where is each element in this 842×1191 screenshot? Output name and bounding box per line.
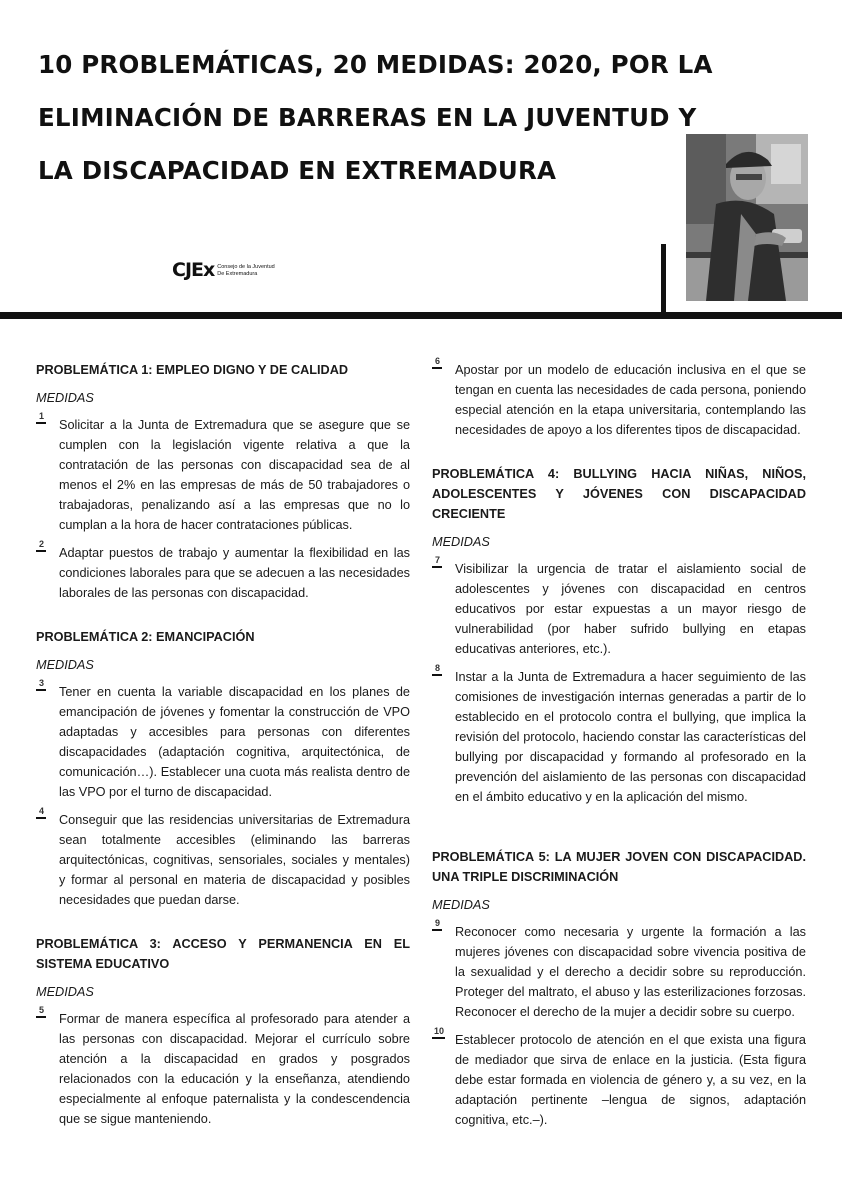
measure-item — [432, 356, 806, 440]
section-heading: PROBLEMÁTICA 1: EMPLEO DIGNO Y DE CALIDAD — [36, 363, 349, 377]
cjex-logo — [172, 250, 275, 280]
measure-number: 6 — [432, 356, 442, 369]
measure-item — [36, 678, 410, 802]
page-title — [38, 38, 728, 197]
right-column — [432, 356, 806, 1138]
medidas-label: MEDIDAS — [432, 898, 490, 912]
measure-item — [432, 663, 806, 807]
spacer — [432, 448, 806, 464]
measure-number: 10 — [432, 1026, 445, 1039]
measure-item — [36, 539, 410, 603]
measure-number: 5 — [36, 1005, 46, 1018]
spacer — [36, 918, 410, 934]
header-divider — [0, 312, 842, 319]
measure-number: 2 — [36, 539, 46, 552]
measure-text: Visibilizar la urgencia de tratar el aislamiento social de adolescentes y jóvenes con discapacidad en centros educativos por estar expuestas a un mayor riesgo de vulnerabilidad (por haber sufrido bullying en etapas educativas anteriores, etc.). — [455, 562, 806, 656]
spacer — [36, 611, 410, 627]
header-photo — [686, 134, 808, 301]
measure-text: Establecer protocolo de atención en el que exista una figura de mediador que sirva de enlace en la justicia. (Esta figura debe estar formada en violencia de género y, a su vez, en la adaptación pertinente –lengua de signos, adaptación cognitiva, etc.–). — [455, 1033, 806, 1127]
measure-item — [432, 1026, 806, 1130]
spacer — [432, 815, 806, 831]
photo-illustration — [686, 134, 808, 301]
measure-text: Formar de manera específica al profesorado para atender a las personas con discapacidad. Mejorar el currículo sobre atención a la discapacidad en grados y posgrados relacionados con la educación y la enseñanza, atendiendo especialmente al enfoque paternalista y la condescendencia que se sigue manteniendo. — [59, 1012, 410, 1126]
measure-text: Reconocer como necesaria y urgente la formación a las mujeres jóvenes con discapacidad sobre vivencia positiva de la sexualidad y el derecho a decidir sobre su reproducción. Proteger del maltrato, el abuso y las esterilizaciones forzosas. Reconocer el derecho de la mujer a decidir sobre su cuerpo. — [455, 925, 806, 1019]
left-column — [36, 360, 410, 1137]
medidas-label: MEDIDAS — [36, 391, 94, 405]
measure-text: Conseguir que las residencias universitarias de Extremadura sean totalmente accesibles (eliminando las barreras arquitectónicas, cognitivas, sensoriales, sociales y mentales) y formar al personal en materia de discapacidad y posibles necesidades que puedan darse. — [59, 813, 410, 907]
section-heading: PROBLEMÁTICA 2: EMANCIPACIÓN — [36, 630, 255, 644]
measure-number: 4 — [36, 806, 46, 819]
spacer — [432, 831, 806, 847]
measure-text: Tener en cuenta la variable discapacidad en los planes de emancipación de jóvenes y fomentar la construcción de VPO adaptadas y accesibles para personas con diferentes discapacidades (adaptación cognitiva, arquitectónica, de comunicación…). Establecer una cuota más realista dentro de las VPO por el turno de discapacidad. — [59, 685, 410, 799]
measure-text: Apostar por un modelo de educación inclusiva en el que se tengan en cuenta las necesidades de cada persona, poniendo especial atención en la etapa universitaria, contemplando las necesidades de apoyo a los diferentes tipos de discapacidad. — [455, 363, 806, 437]
logo-caption-line: De Extremadura — [217, 271, 258, 277]
vertical-divider — [661, 244, 666, 314]
medidas-label: MEDIDAS — [432, 535, 490, 549]
measure-item — [36, 806, 410, 910]
measure-text: Adaptar puestos de trabajo y aumentar la flexibilidad en las condiciones laborales para que se adecuen a las necesidades laborales de las personas con discapacidad. — [59, 546, 410, 600]
logo-caption — [217, 264, 274, 278]
logo-caption-line: Consejo de la Juventud — [217, 264, 275, 270]
section-heading: PROBLEMÁTICA 4: BULLYING HACIA NIÑAS, NIÑOS, ADOLESCENTES Y JÓVENES CON DISCAPACIDAD CRECIENTE — [432, 467, 806, 521]
medidas-label: MEDIDAS — [36, 985, 94, 999]
measure-item — [36, 1005, 410, 1129]
measure-item — [432, 555, 806, 659]
measure-number: 1 — [36, 411, 46, 424]
measure-text: Solicitar a la Junta de Extremadura que se asegure que se cumplen con la legislación vigente relativa a que la contratación de las personas con discapacidad sea de al menos el 2% en las empresas de más de 50 trabajadores o trabajadoras, penalizando así a las empresas que no lo cumplan a la hora de hacer contrataciones públicas. — [59, 418, 410, 532]
measure-number: 7 — [432, 555, 442, 568]
medidas-label: MEDIDAS — [36, 658, 94, 672]
section-heading: PROBLEMÁTICA 3: ACCESO Y PERMANENCIA EN EL SISTEMA EDUCATIVO — [36, 937, 410, 971]
measure-item — [432, 918, 806, 1022]
title-line: ELIMINACIÓN DE BARRERAS EN LA JUVENTUD Y — [38, 103, 697, 132]
logo-mark: CJEx — [172, 259, 215, 281]
measure-item — [36, 411, 410, 535]
measure-number: 8 — [432, 663, 442, 676]
measure-text: Instar a la Junta de Extremadura a hacer seguimiento de las comisiones de investigación internas generadas a partir de lo establecido en el protocolo contra el bullying, que implica la revisión del protocolo, haciendo constar las características del bullying por discapacidad y formando al profesorado en la prevención del aislamiento de las personas con discapacidad en el ámbito educativo y en la aplicación del mismo. — [455, 670, 806, 804]
measure-number: 9 — [432, 918, 442, 931]
measure-number: 3 — [36, 678, 46, 691]
title-line: 10 PROBLEMÁTICAS, 20 MEDIDAS: 2020, POR LA — [38, 50, 713, 79]
title-line: LA DISCAPACIDAD EN EXTREMADURA — [38, 156, 557, 185]
section-heading: PROBLEMÁTICA 5: LA MUJER JOVEN CON DISCAPACIDAD. UNA TRIPLE DISCRIMINACIÓN — [432, 850, 806, 884]
